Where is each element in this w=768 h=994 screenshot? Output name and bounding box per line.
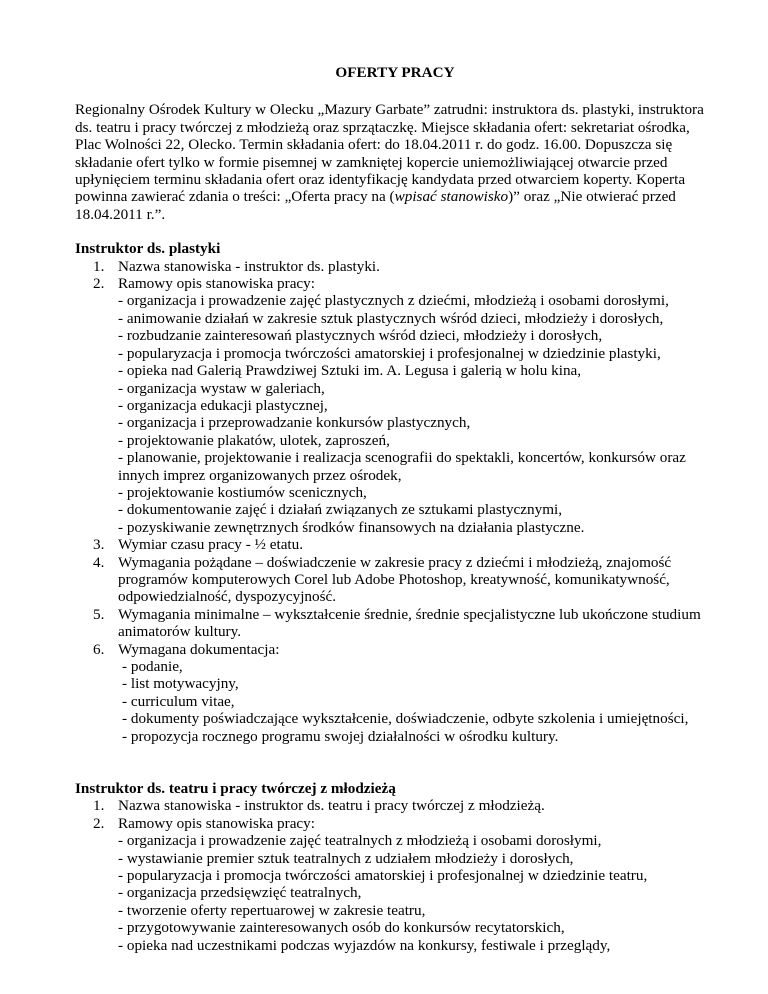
document-line: - curriculum vitae, <box>122 692 235 710</box>
duty-line: - organizacja i przeprowadzanie konkursów plastycznych, <box>118 414 471 432</box>
duties-list <box>118 832 715 954</box>
duty-line: - opieka nad uczestnikami podczas wyjazdów na konkursy, festiwale i przeglądy, <box>118 936 611 954</box>
intro-italic: wpisać stanowisko <box>394 188 509 206</box>
duty-line: - organizacja i prowadzenie zajęć teatralnych z młodzieżą i osobami dorosłymi, <box>118 832 602 850</box>
section-list-teatr <box>75 797 715 954</box>
intro-text: Regionalny Ośrodek Kultury w Olecku „Mazury Garbate” zatrudni: instruktora ds. plastyki, instruktora ds. teatru i pracy twórczej z młodzieżą oraz sprzątaczkę. Miejsce składania ofert: sekretariat ośrodka, Plac Wolności 22, Olecko. Termin składania ofert: do 18.04.2011 r. do godz. 16.00. Dopuszcza się składanie ofert tylko w formie pisemnej w zamkniętej kopercie uniemożliwiającej otwarcie przed upłynięciem terminu składania ofert oraz identyfikację kandydata przed otwarciem koperty. Koperta powinna zawierać zdania o treści: „Oferta pracy na ( <box>75 101 704 206</box>
list-item: 2. Ramowy opis stanowiska pracy: - organizacja i prowadzenie zajęć plastycznych z dziećmi, młodzieżą i osobami dorosłymi, - animowanie działań w zakresie sztuk plastycznych wśród dzieci, młodzieży i dorosłych, - rozbudzanie zainteresowań plastycznych wśród dzieci, młodzieży i dorosłych, - popularyzacja i promocja twórczości amatorskiej i profesjonalnej w dziedzinie plastyki, - opieka nad Galerią Prawdziwej Sztuki im. A. Legusa i galerią w holu kina, - organizacja wystaw w galeriach, - organizacja edukacji plastycznej, - organizacja i przeprowadzanie konkursów plastycznych, - projektowanie plakatów, ulotek, zaproszeń, - planowanie, projektowanie i realizacja scenografii do spektakli, koncertów, konkursów oraz innych imprez organizowanych przez ośrodek, - projektowanie kostiumów scenicznych, - dokumentowanie zajęć i działań związanych ze sztukami plastycznymi, - pozyskiwanie zewnętrznych środków finansowych na działania plastyczne. <box>118 275 715 536</box>
documents-list <box>118 658 715 745</box>
duty-line: - popularyzacja i promocja twórczości amatorskiej i profesjonalnej w dziedzinie plastyki, <box>118 344 661 362</box>
document-line: - dokumenty poświadczające wykształcenie, doświadczenie, odbyte szkolenia i umiejętności, <box>122 710 689 728</box>
list-item: 1. Nazwa stanowiska - instruktor ds. plastyki. <box>93 257 380 275</box>
list-item: 4. Wymagania pożądane – doświadczenie w zakresie pracy z dziećmi i młodzieżą, znajomość programów komputerowych Corel lub Adobe Photoshop, kreatywność, komunikatywność, odpowiedzialność, dyspozycyjność. <box>93 553 672 606</box>
page-title: OFERTY PRACY <box>335 64 455 81</box>
section-gap <box>75 745 715 780</box>
duty-line: - planowanie, projektowanie i realizacja scenografii do spektakli, koncertów, konkursów oraz innych imprez organizowanych przez ośrodek, <box>118 449 686 484</box>
duty-line: - popularyzacja i promocja twórczości amatorskiej i profesjonalnej w dziedzinie teatru, <box>118 867 648 885</box>
document-page <box>75 64 715 954</box>
intro-paragraph <box>75 101 715 223</box>
section-heading-plastyka: Instruktor ds. plastyki <box>75 240 221 258</box>
duty-line: - pozyskiwanie zewnętrznych środków finansowych na działania plastyczne. <box>118 518 585 536</box>
document-line: - propozycja rocznego programu swojej działalności w ośrodku kultury. <box>122 727 559 745</box>
duty-line: - organizacja wystaw w galeriach, <box>118 379 325 397</box>
duty-line: - animowanie działań w zakresie sztuk plastycznych wśród dzieci, młodzieży i dorosłych, <box>118 309 664 327</box>
document-line: - podanie, <box>122 658 183 675</box>
intro-text-end: )” oraz „Nie otwierać przed 18.04.2011 r.”. <box>75 188 676 223</box>
list-item: 2. Ramowy opis stanowiska pracy: - organizacja i prowadzenie zajęć teatralnych z młodzieżą i osobami dorosłymi, - wystawianie premier sztuk teatralnych z udziałem młodzieży i dorosłych, - popularyzacja i promocja twórczości amatorskiej i profesjonalnej w dziedzinie teatru, - organizacja przedsięwzięć teatralnych, - tworzenie oferty repertuarowej w zakresie teatru, - przygotowywanie zainteresowanych osób do konkursów recytatorskich, - opieka nad uczestnikami podczas wyjazdów na konkursy, festiwale i przeglądy, <box>118 815 715 954</box>
duty-line: - projektowanie kostiumów scenicznych, <box>118 483 367 501</box>
duty-line: - organizacja edukacji plastycznej, <box>118 396 328 414</box>
duty-line: - organizacja i prowadzenie zajęć plastycznych z dziećmi, młodzieżą i osobami dorosłymi, <box>118 292 669 310</box>
duty-line: - dokumentowanie zajęć i działań związanych ze sztukami plastycznymi, <box>118 501 563 519</box>
duty-line: - rozbudzanie zainteresowań plastycznych wśród dzieci, młodzieży i dorosłych, <box>118 327 603 345</box>
section-heading-teatr: Instruktor ds. teatru i pracy twórczej z młodzieżą <box>75 780 396 798</box>
list-item: 3. Wymiar czasu pracy - ½ etatu. <box>93 536 304 554</box>
duty-line: - projektowanie plakatów, ulotek, zaproszeń, <box>118 431 390 449</box>
duty-line: - tworzenie oferty repertuarowej w zakresie teatru, <box>118 901 426 919</box>
list-item: 6. Wymagana dokumentacja: - podanie, - list motywacyjny, - curriculum vitae, - dokumenty poświadczające wykształcenie, doświadczenie, odbyte szkolenia i umiejętności, - propozycja rocznego programu swojej działalności w ośrodku kultury. <box>118 641 715 745</box>
section-list-plastyka <box>75 258 715 745</box>
duty-line: - opieka nad Galerią Prawdziwej Sztuki im. A. Legusa i galerią w holu kina, <box>118 362 582 380</box>
duties-list <box>118 292 715 536</box>
list-item: 1. Nazwa stanowiska - instruktor ds. teatru i pracy twórczej z młodzieżą. <box>93 797 545 815</box>
duty-line: - wystawianie premier sztuk teatralnych z udziałem młodzieży i dorosłych, <box>118 849 574 867</box>
duty-line: - organizacja przedsięwzięć teatralnych, <box>118 884 362 902</box>
duty-line: - przygotowywanie zainteresowanych osób do konkursów recytatorskich, <box>118 919 565 937</box>
document-line: - list motywacyjny, <box>122 675 239 693</box>
list-item: 5. Wymagania minimalne – wykształcenie średnie, średnie specjalistyczne lub ukończone studium animatorów kultury. <box>93 605 701 641</box>
